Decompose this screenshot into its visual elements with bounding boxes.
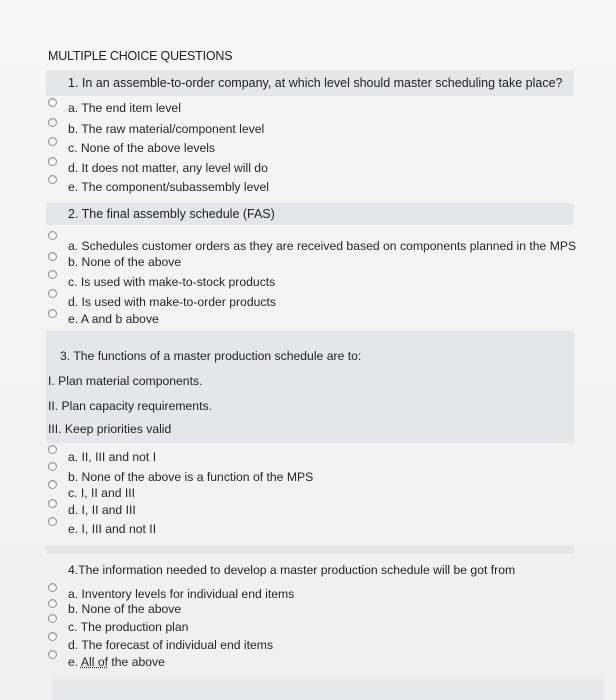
q4-option-e-suffix: the above — [108, 655, 165, 669]
q2-radio-a[interactable] — [48, 231, 57, 240]
q4-radio-a[interactable] — [48, 583, 57, 592]
q3-radio-a[interactable] — [48, 445, 57, 454]
q4-radio-e[interactable] — [48, 650, 57, 659]
q2-option-b-label: b. None of the above — [68, 255, 182, 269]
q1-radio-a[interactable] — [48, 98, 57, 107]
question-3-text: 3. The functions of a master production schedule are to: — [60, 349, 362, 363]
q4-option-b-label: b. None of the above — [68, 602, 182, 616]
question-3-item-1: I. Plan material components. — [48, 374, 203, 388]
question-3-header — [46, 331, 574, 443]
q2-option-c-label: c. Is used with make-to-stock products — [68, 275, 276, 289]
q1-option-b-label: b. The raw material/component level — [68, 122, 265, 136]
q3-option-a-label: a. II, III and not I — [68, 450, 157, 464]
q3-radio-e[interactable] — [48, 517, 57, 526]
q3-option-c-label: c. I, II and III — [68, 486, 136, 500]
q3-radio-c[interactable] — [48, 480, 57, 489]
q4-option-d-label: d. The forecast of individual end items — [68, 638, 274, 652]
q4-radio-d[interactable] — [48, 632, 57, 641]
q1-option-d-label: d. It does not matter, any level will do — [68, 161, 268, 175]
question-2-header — [46, 203, 574, 225]
q1-radio-e[interactable] — [48, 175, 57, 184]
question-1-header — [46, 70, 574, 96]
q3-radio-d[interactable] — [48, 499, 57, 508]
q1-radio-b[interactable] — [48, 118, 57, 127]
q3-option-e-label: e. I, III and not II — [68, 522, 157, 536]
q4-option-a-label: a. Inventory levels for individual end items — [68, 587, 295, 601]
question-4-top-bar — [46, 546, 574, 554]
q2-option-e-label: e. A and b above — [68, 312, 159, 326]
q2-option-d-label: d. Is used with make-to-order products — [68, 295, 276, 309]
q1-radio-c[interactable] — [48, 137, 57, 146]
q1-option-a-label: a. The end item level — [68, 101, 181, 115]
q4-option-c-label: c. The production plan — [68, 620, 189, 634]
q4-radio-b[interactable] — [48, 599, 57, 608]
question-3-item-3: III. Keep priorities valid — [48, 422, 172, 436]
question-1-text: 1. In an assemble-to-order company, at which level should master scheduling take place? — [68, 76, 563, 90]
bottom-bar — [52, 678, 604, 700]
q4-option-e-prefix: e. — [68, 655, 81, 669]
question-2-text: 2. The final assembly schedule (FAS) — [68, 207, 275, 221]
q2-radio-e[interactable] — [48, 309, 57, 318]
q1-radio-d[interactable] — [48, 157, 57, 166]
q3-radio-b[interactable] — [48, 462, 57, 471]
question-3-item-2: II. Plan capacity requirements. — [48, 399, 212, 413]
q3-option-b-label: b. None of the above is a function of the MPS — [68, 470, 314, 484]
q4-option-e-label — [68, 655, 165, 669]
question-4-text: 4.The information needed to develop a master production schedule will be got from — [68, 563, 516, 577]
q1-option-c-label: c. None of the above levels — [68, 141, 216, 155]
q2-radio-d[interactable] — [48, 289, 57, 298]
q3-option-d-label: d. I, II and III — [68, 503, 136, 517]
q2-option-a-label: a. Schedules customer orders as they are received based on components planned in the MPS — [68, 239, 577, 253]
q1-option-e-label: e. The component/subassembly level — [68, 180, 269, 194]
q2-radio-b[interactable] — [48, 252, 57, 261]
q2-radio-c[interactable] — [48, 270, 57, 279]
q4-radio-c[interactable] — [48, 614, 57, 623]
q4-option-e-underlined: All of — [80, 655, 108, 669]
section-title: MULTIPLE CHOICE QUESTIONS — [48, 49, 233, 63]
